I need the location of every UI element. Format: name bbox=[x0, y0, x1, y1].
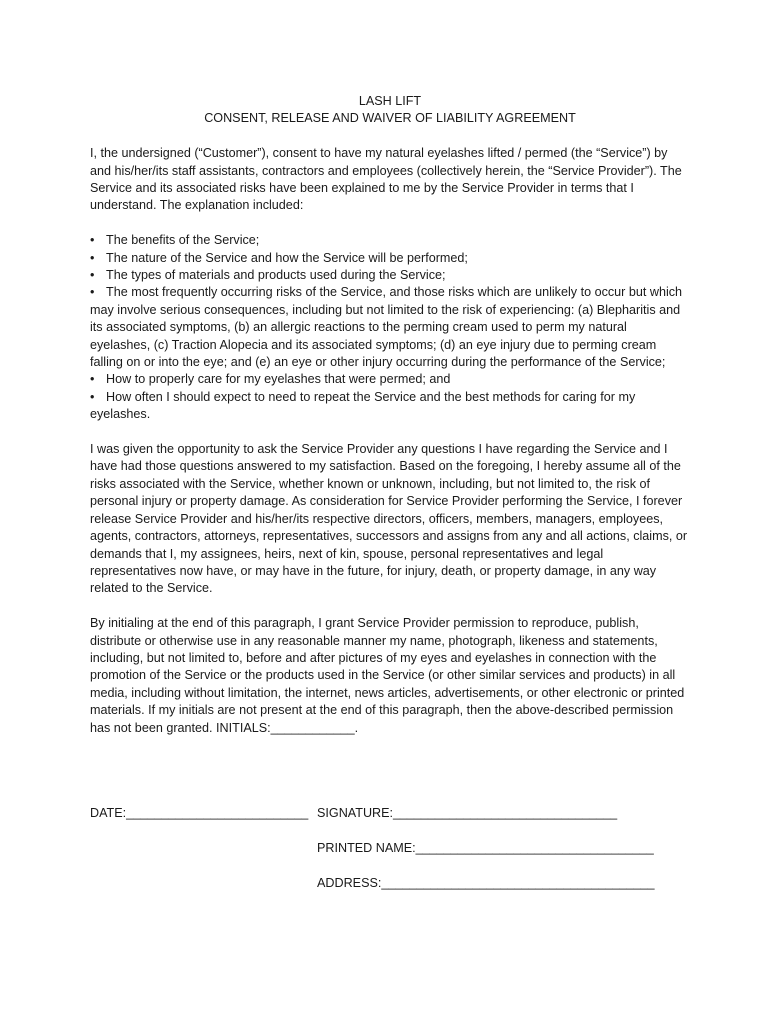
bullet-icon: • bbox=[90, 372, 95, 387]
document-body bbox=[90, 93, 690, 737]
release-paragraph: I was given the opportunity to ask the Service Provider any questions I have regarding the Service and I have had those questions answered to my satisfaction. Based on the foregoing, I hereby assume all of the risks associated with the Service, whether known or unknown, including, but not limited to, the risk of personal injury or property damage. As consideration for Service Provider performing the Service, I forever release Service Provider and his/her/its respective directors, officers, members, managers, employees, agents, contractors, attorneys, representatives, successors and assigns from any and all actions, claims, or demands that I, my assignees, heirs, next of kin, spouse, personal representatives and legal representatives now have, or may have in the future, for injury, death, or property damage, in any way related to the Service. bbox=[90, 442, 688, 596]
bullet-icon: • bbox=[90, 285, 95, 300]
list-item: • The most frequently occurring risks of the Service, and those risks which are unlikely to occur but which may involve serious consequences, including but not limited to the risk of experiencing: (a) Blepharitis and its associated symptoms, (b) an allergic reactions to the perming cream used to perm my natural eyelashes, (c) Traction Alopecia and its associated symptoms; (d) an eye injury due to perming cream falling on or into the eye; and (e) an eye or other injury occurring during the performance of the Service; bbox=[90, 285, 683, 370]
intro-paragraph: I, the undersigned (“Customer”), consent to have my natural eyelashes lifted / permed (the “Service”) by and his/her/its staff assistants, contractors and employees (collectively herein, the “Service Provider”). The Service and its associated risks have been explained to me by the Service Provider in terms that I understand. The explanation included: bbox=[90, 146, 682, 213]
list-item: • The benefits of the Service; bbox=[90, 232, 690, 249]
document-title-line-1: LASH LIFT bbox=[358, 94, 422, 108]
list-item: • The nature of the Service and how the Service will be performed; bbox=[90, 250, 690, 267]
list-item: • How to properly care for my eyelashes that were permed; and bbox=[90, 371, 690, 388]
document-title-line-2: CONSENT, RELEASE AND WAIVER OF LIABILITY AGREEMENT bbox=[204, 111, 576, 126]
list-item: • The types of materials and products used during the Service; bbox=[90, 267, 690, 284]
bullet-icon: • bbox=[90, 250, 95, 265]
address-field[interactable]: ADDRESS:_______________________________________ bbox=[317, 876, 655, 890]
media-permission-paragraph: By initialing at the end of this paragraph, I grant Service Provider permission to reproduce, publish, distribute or otherwise use in any reasonable manner my name, photograph, likeness and statements, including, but not limited to, before and after pictures of my eyes and eyelashes in connection with the promotion of the Service or the products used in the Service (or other similar services and products) in all media, including without limitation, the internet, news articles, advertisements, or other electronic or printed materials. If my initials are not present at the end of this paragraph, then the above-described permission has not been granted. INITIALS:____________. bbox=[90, 616, 685, 735]
printed-name-field[interactable]: PRINTED NAME:__________________________________ bbox=[317, 841, 654, 855]
date-field[interactable]: DATE:__________________________ bbox=[90, 806, 309, 820]
explanation-list bbox=[90, 232, 690, 423]
bullet-icon: • bbox=[90, 268, 95, 283]
bullet-icon: • bbox=[90, 389, 95, 404]
signature-field[interactable]: SIGNATURE:________________________________ bbox=[317, 806, 618, 820]
list-item: • How often I should expect to need to repeat the Service and the best methods for caring for my eyelashes. bbox=[90, 389, 636, 422]
bullet-icon: • bbox=[90, 233, 95, 248]
